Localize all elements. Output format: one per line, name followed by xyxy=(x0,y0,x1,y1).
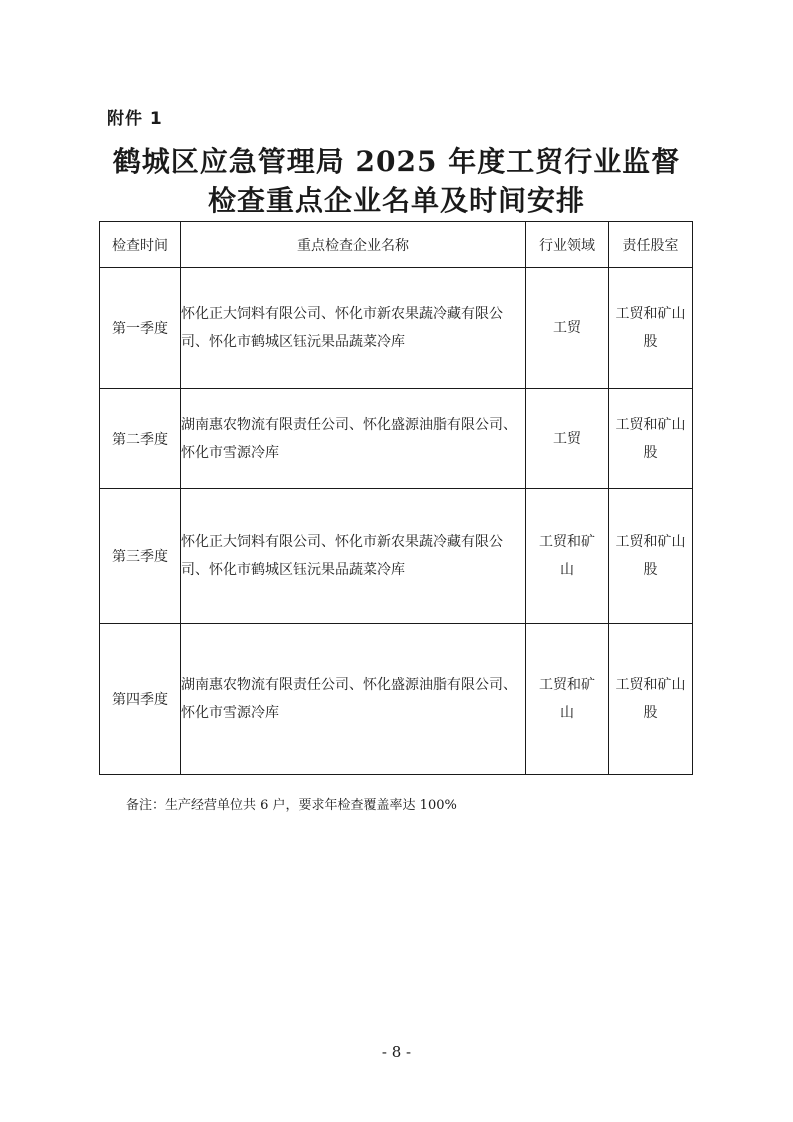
cell-industry xyxy=(526,624,609,775)
cell-department xyxy=(609,489,693,624)
document-title-line-2: 检查重点企业名单及时间安排 xyxy=(207,184,585,217)
industry-text: 工贸 xyxy=(553,430,581,447)
cell-company-names: 怀化正大饲料有限公司、怀化市新农果蔬冷藏有限公司、怀化市鹤城区钰沅果品蔬菜冷库 xyxy=(181,489,526,624)
industry-text: 工贸和矿山 xyxy=(539,677,595,721)
page-number: - 8 - xyxy=(381,1043,412,1061)
attachment-label: 附件 1 xyxy=(107,109,163,129)
department-text: 工贸和矿山股 xyxy=(615,534,686,578)
cell-company-names: 怀化正大饲料有限公司、怀化市新农果蔬冷藏有限公司、怀化市鹤城区钰沅果品蔬菜冷库 xyxy=(181,268,526,389)
cell-inspection-time: 第二季度 xyxy=(100,389,181,489)
table-footnote: 备注：生产经营单位共 6 户，要求年检查覆盖率达 100% xyxy=(126,798,457,813)
cell-company-names: 湖南惠农物流有限责任公司、怀化盛源油脂有限公司、怀化市雪源冷库 xyxy=(181,389,526,489)
cell-inspection-time: 第三季度 xyxy=(100,489,181,624)
department-text: 工贸和矿山股 xyxy=(615,306,686,350)
header-company-names: 重点检查企业名称 xyxy=(181,222,526,268)
department-text: 工贸和矿山股 xyxy=(615,677,686,721)
cell-department xyxy=(609,389,693,489)
cell-industry xyxy=(526,268,609,389)
industry-text: 工贸和矿山 xyxy=(539,534,595,578)
table-row xyxy=(100,389,693,489)
table-row xyxy=(100,624,693,775)
cell-department xyxy=(609,268,693,389)
table-row xyxy=(100,489,693,624)
header-inspection-time: 检查时间 xyxy=(100,222,181,268)
cell-inspection-time: 第一季度 xyxy=(100,268,181,389)
table-header-row xyxy=(100,222,693,268)
cell-department xyxy=(609,624,693,775)
industry-text: 工贸 xyxy=(553,320,581,336)
document-title-line-1: 鹤城区应急管理局 2025 年度工贸行业监督 xyxy=(112,145,681,178)
cell-industry xyxy=(526,489,609,624)
department-text: 工贸和矿山股 xyxy=(615,416,686,461)
table-row xyxy=(100,268,693,389)
header-industry: 行业领域 xyxy=(526,222,609,268)
header-department: 责任股室 xyxy=(609,222,693,268)
cell-industry xyxy=(526,389,609,489)
cell-inspection-time: 第四季度 xyxy=(100,624,181,775)
cell-company-names: 湖南惠农物流有限责任公司、怀化盛源油脂有限公司、怀化市雪源冷库 xyxy=(181,624,526,775)
inspection-schedule-table xyxy=(99,221,693,775)
